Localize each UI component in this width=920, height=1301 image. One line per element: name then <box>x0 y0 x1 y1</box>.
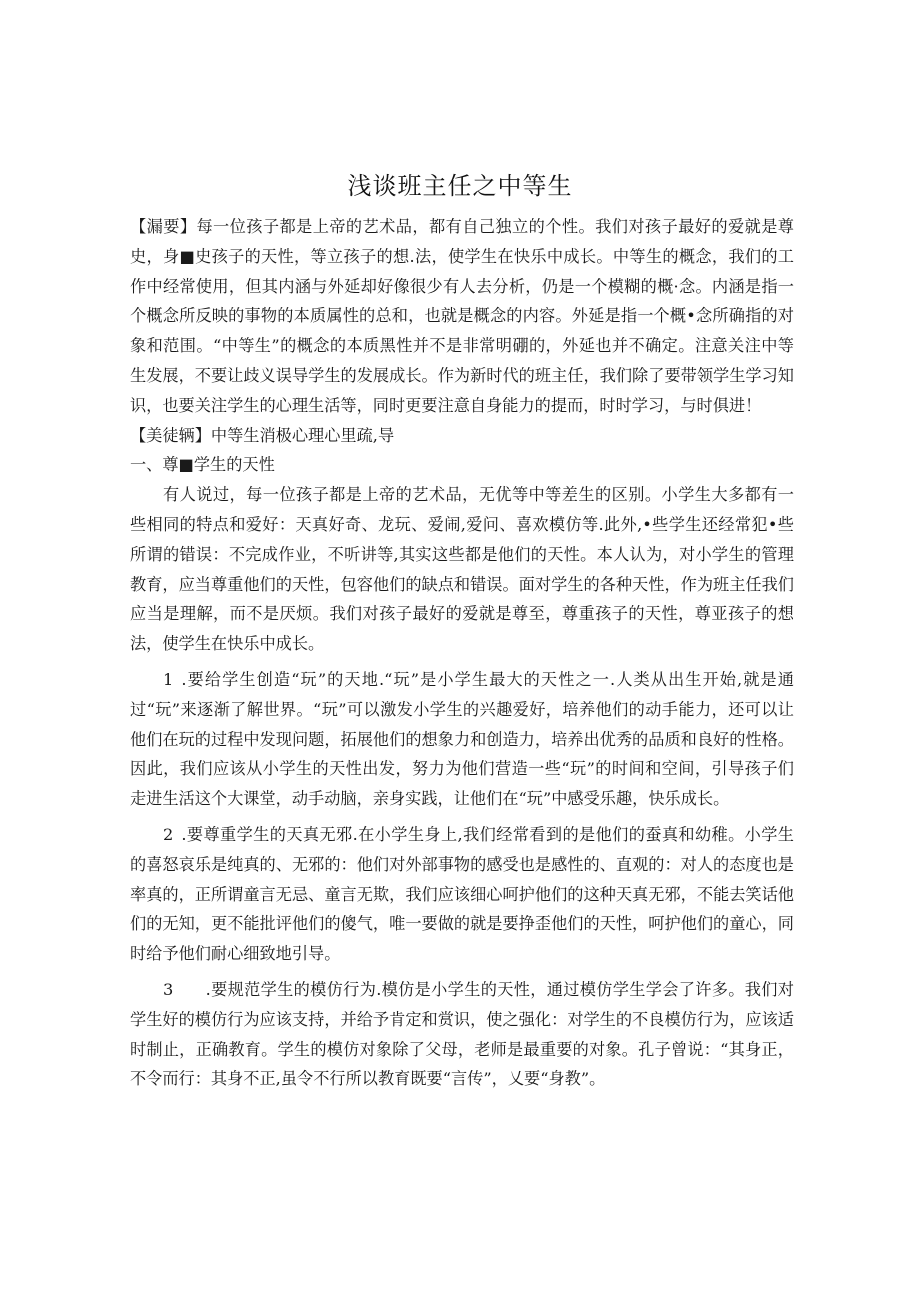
abstract-paragraph: 【漏要】每一位孩子都是上帝的艺术品，都有自己独立的个性。我们对孩子最好的爱就是尊史，身■史孩子的天性，等立孩子的想.法，使学生在快乐中成长。中等生的概念，我们的工作中经常使用，但其内涵与外延却好像很少有人去分析，仍是一个模糊的概·念。内涵是指一个概念所反映的事物的本质属性的总和，也就是概念的内容。外延是指一个概•念所确指的对象和范围。“中等生”的概念的本质黑性并不是非常明硼的，外延也并不确定。注意关注中等生发展，不要让歧义误导学生的发展成长。作为新时代的班主任，我们除了要带领学生学习知识，也要关注学生的心理生活等，同时更要注意自身能力的提而，时时学习，与时俱进！ <box>130 217 794 415</box>
document-body <box>130 212 794 1094</box>
section-heading: 一、尊■学生的天性 <box>130 455 275 475</box>
body-paragraph-1: 1 .要给学生创造“玩”的天地.“玩”是小学生最大的天性之一.人类从出生开始,就是通过“玩”来逐渐了解世界。“玩”可以激发小学生的兴趣爱好，培养他们的动手能力，还可以让他们在玩的过程中发现问题，拓展他们的想象力和创造力，培养出优秀的品质和良好的性格。因此，我们应该从小学生的天性出发，努力为他们营造一些“玩”的时间和空间，引导孩子们走进生活这个大课堂，动手动脑，亲身实践，让他们在“玩”中感受乐趣，快乐成长。 <box>130 669 794 809</box>
document-title: 浅谈班主任之中等生 <box>347 172 573 200</box>
keywords-line: 【美徒辆】中等生消极心理心里疏,导 <box>130 425 395 445</box>
body-paragraph-intro: 有人说过，每一位孩子都是上帝的艺术品，无优等中等差生的区别。小学生大多都有一些相同的特点和爱好：天真好奇、龙玩、爱闹,爱问、喜欢模仿等.此外,•些学生还经常犯•些所谓的错误：不完成作业，不听讲等,其实这些都是他们的天性。本人认为，对小学生的管理教育，应当尊重他们的天性，包容他们的缺点和错误。面对学生的各种天性，作为班主任我们应当是理解，而不是厌烦。我们对孩子最好的爱就是尊至，尊重孩子的天性，尊亚孩子的想法，使学生在快乐中成长。 <box>130 485 794 654</box>
body-paragraph-2: 2 .要尊重学生的天真无邪.在小学生身上,我们经常看到的是他们的蚕真和幼稚。小学生的喜怒哀乐是纯真的、无邪的：他们对外部事物的感受也是感性的、直观的：对人的态度也是率真的，正所谓童言无忌、童言无欺，我们应该细心呵护他们的这种天真无邪，不能去笑话他们的无知，更不能批评他们的傻气，唯一要做的就是要挣歪他们的天性，呵护他们的童心，同时给予他们耐心细致地引导。 <box>130 824 794 964</box>
body-paragraph-3: 3 .要规范学生的模仿行为.模仿是小学生的天性，通过模仿学生学会了许多。我们对学生好的模仿行为应该支持，并给予肯定和赏识，使之强化：对学生的不良模仿行为，应该适时制止，正确教育。学生的模仿对象除了父母，老师是最重要的对象。孔子曾说：“其身正，不令而行：其身不正,虽令不行所以教育既要“言传”，乂要“身教”。 <box>130 979 794 1089</box>
